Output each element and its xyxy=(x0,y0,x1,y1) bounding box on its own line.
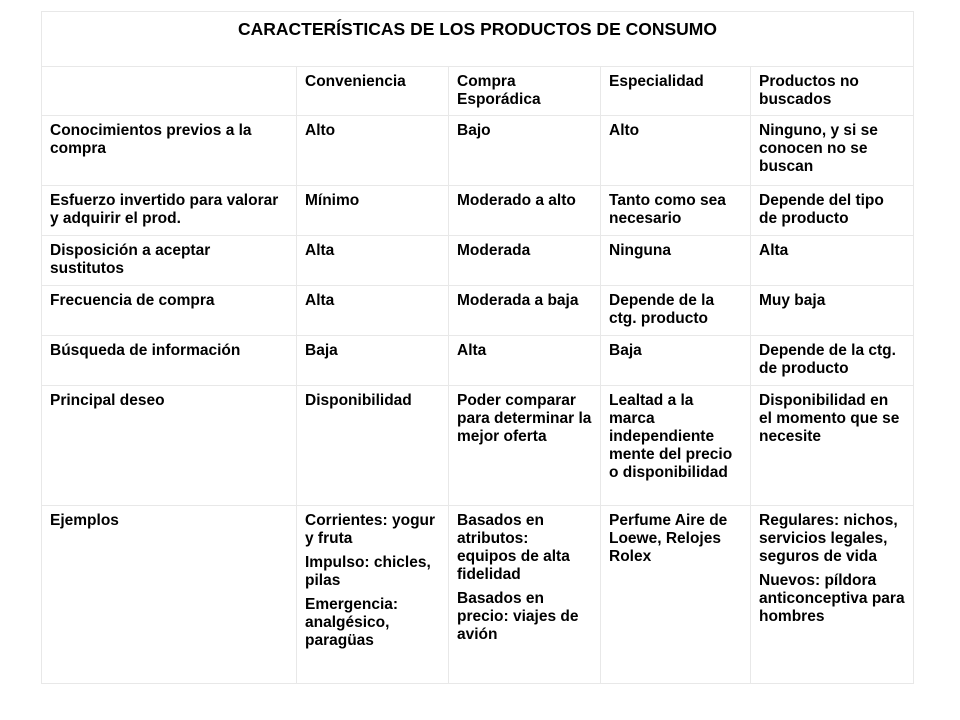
table-cell xyxy=(601,386,751,506)
cell-text: Baja xyxy=(305,342,338,359)
table-row xyxy=(42,286,914,336)
cell-text: Disponibilidad xyxy=(305,392,412,409)
header-cell-conveniencia: Conveniencia xyxy=(297,67,449,116)
table-cell xyxy=(601,116,751,186)
cell-text: Alta xyxy=(457,342,487,359)
table-cell xyxy=(297,386,449,506)
cell-text: Ninguno, y si se conocen no se buscan xyxy=(759,122,878,175)
table-cell xyxy=(297,186,449,236)
cell-text: Mínimo xyxy=(305,192,360,209)
header-row xyxy=(42,67,914,116)
cell-text: Poder comparar para determinar la mejor oferta xyxy=(457,392,592,445)
cell-text: Alta xyxy=(759,242,789,259)
cell-text: Corrientes: yogur y fruta xyxy=(305,512,436,547)
header-cell-empty xyxy=(42,67,297,116)
table-cell xyxy=(601,506,751,684)
cell-text: Regulares: nichos, servicios legales, seguros de vida xyxy=(759,512,898,565)
row-label: Ejemplos xyxy=(42,506,297,684)
title-row xyxy=(42,12,914,67)
table-cell xyxy=(601,186,751,236)
table-title: CARACTERÍSTICAS DE LOS PRODUCTOS DE CONSUMO xyxy=(42,12,914,67)
cell-text: Alta xyxy=(305,242,335,259)
cell-text: Depende de la ctg. de producto xyxy=(759,342,896,377)
table-cell xyxy=(449,506,601,684)
table-row xyxy=(42,116,914,186)
cell-text: Tanto como sea necesario xyxy=(609,192,726,227)
table-cell xyxy=(449,336,601,386)
table-cell xyxy=(751,116,914,186)
cell-text: Perfume Aire de Loewe, Relojes Rolex xyxy=(609,512,728,565)
cell-text: Moderado a alto xyxy=(457,192,576,209)
table-cell xyxy=(449,286,601,336)
cell-text: Basados en precio: viajes de avión xyxy=(457,590,579,643)
consumer-products-table xyxy=(41,11,914,684)
row-label: Frecuencia de compra xyxy=(42,286,297,336)
cell-text: Alto xyxy=(305,122,336,139)
header-cell-especialidad: Especialidad xyxy=(601,67,751,116)
cell-text: Ninguna xyxy=(609,242,671,259)
cell-text: Muy baja xyxy=(759,292,826,309)
table-cell xyxy=(601,336,751,386)
row-label: Conocimientos previos a la compra xyxy=(42,116,297,186)
row-label: Disposición a aceptar sustitutos xyxy=(42,236,297,286)
cell-text: Bajo xyxy=(457,122,491,139)
cell-text: Alta xyxy=(305,292,335,309)
cell-text: Alto xyxy=(609,122,640,139)
table-row xyxy=(42,386,914,506)
cell-text: Depende de la ctg. producto xyxy=(609,292,715,327)
table-cell xyxy=(601,286,751,336)
cell-text: Emergencia: analgésico, paragüas xyxy=(305,596,399,649)
table-cell xyxy=(449,186,601,236)
table-row xyxy=(42,506,914,684)
table-cell xyxy=(751,336,914,386)
row-label: Esfuerzo invertido para valorar y adquirir el prod. xyxy=(42,186,297,236)
cell-text: Impulso: chicles, pilas xyxy=(305,554,431,589)
table-cell xyxy=(751,186,914,236)
table-body xyxy=(42,12,914,684)
cell-text: Disponibilidad en el momento que se necesite xyxy=(759,392,900,445)
table-cell xyxy=(297,336,449,386)
table-cell xyxy=(297,236,449,286)
table-cell xyxy=(751,236,914,286)
table-row xyxy=(42,186,914,236)
table-cell xyxy=(449,386,601,506)
table-cell xyxy=(297,506,449,684)
table-row xyxy=(42,236,914,286)
table-cell xyxy=(297,286,449,336)
table-cell xyxy=(751,286,914,336)
cell-text: Depende del tipo de producto xyxy=(759,192,884,227)
table-row xyxy=(42,336,914,386)
row-label: Principal deseo xyxy=(42,386,297,506)
cell-text: Lealtad a la marca independiente mente del precio o disponibilidad xyxy=(609,392,733,481)
table-cell xyxy=(297,116,449,186)
header-cell-compra-esporadica: Compra Esporádica xyxy=(449,67,601,116)
table-cell xyxy=(751,506,914,684)
row-label: Búsqueda de información xyxy=(42,336,297,386)
cell-text: Basados en atributos: equipos de alta fidelidad xyxy=(457,512,570,583)
cell-text: Nuevos: píldora anticonceptiva para hombres xyxy=(759,572,905,625)
cell-text: Baja xyxy=(609,342,642,359)
table-cell xyxy=(751,386,914,506)
table-cell xyxy=(601,236,751,286)
header-cell-productos-no-buscados: Productos no buscados xyxy=(751,67,914,116)
cell-text: Moderada xyxy=(457,242,531,259)
cell-text: Moderada a baja xyxy=(457,292,579,309)
table-cell xyxy=(449,116,601,186)
table-cell xyxy=(449,236,601,286)
